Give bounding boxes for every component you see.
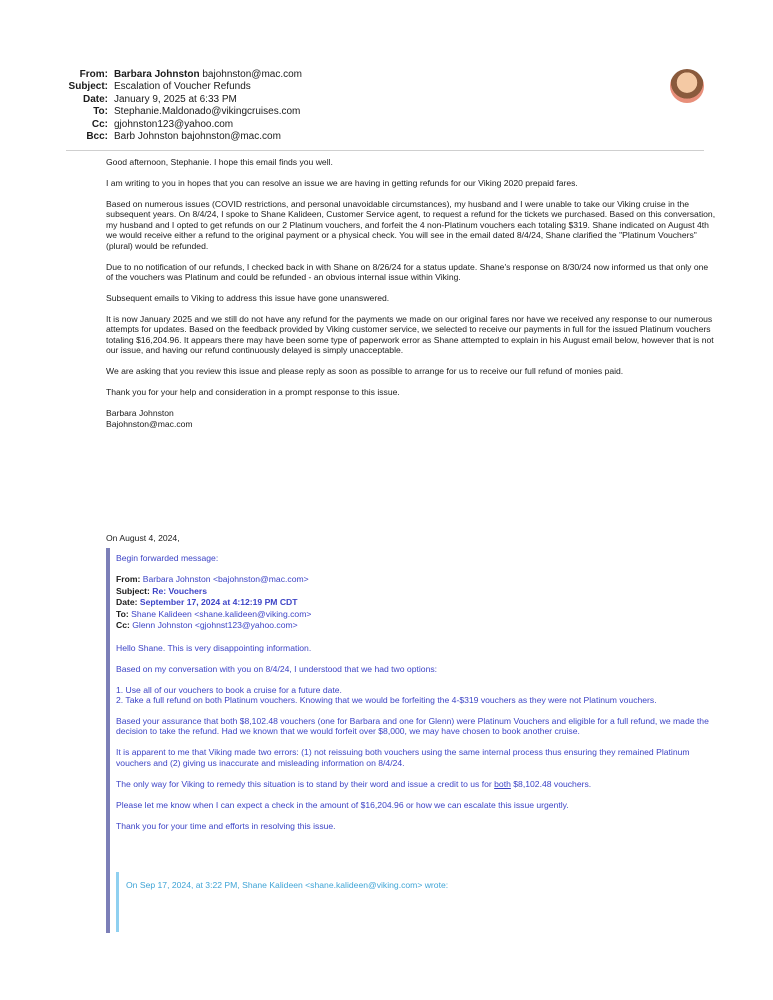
fwd-from-label: From: xyxy=(116,574,141,584)
from-row xyxy=(40,69,302,81)
fwd-option-2: 2. Take a full refund on both Platinum vouchers. Knowing that we would be forfeiting the 4-$319 vouchers as they were not Platinum vouchers. xyxy=(116,694,657,705)
from-name[interactable]: Barbara Johnston xyxy=(114,69,200,80)
body-paragraph: Due to no notification of our refunds, I checked back in with Shane on 8/26/24 for a status update. Shane's response on 8/30/24 now informed us that only one of the vouchers was Platinum and could be refunded - an obvious internal issue within Viking. xyxy=(106,261,709,283)
forwarded-message xyxy=(116,553,716,842)
bcc-label: Bcc: xyxy=(86,131,108,143)
signature-email[interactable]: Bajohnston@mac.com xyxy=(106,418,193,429)
bcc-value[interactable]: Barb Johnston bajohnston@mac.com xyxy=(114,131,281,143)
body-paragraph: Good afternoon, Stephanie. I hope this email finds you well. xyxy=(106,157,333,167)
body-paragraph: We are asking that you review this issue and please reply as soon as possible to arrange for us to receive our full refund of monies paid. xyxy=(106,366,624,377)
fwd-remedy-underlined: both xyxy=(494,778,511,789)
fwd-cc-label: Cc: xyxy=(116,620,130,631)
from-email[interactable]: bajohnston@mac.com xyxy=(202,69,303,80)
subject-row xyxy=(40,81,302,93)
from-label: From: xyxy=(79,69,108,80)
to-label: To: xyxy=(93,106,108,118)
inner-quote-bar xyxy=(116,872,119,932)
body-paragraph: I am writing to you in hopes that you can resolve an issue we are having in getting refunds for our Viking 2020 prepaid fares. xyxy=(106,178,578,188)
fwd-cc[interactable]: Glenn Johnston <gjohnst123@yahoo.com> xyxy=(132,620,298,631)
reply-attribution: On Sep 17, 2024, at 3:22 PM, Shane Kalideen <shane.kalideen@viking.com> wrote: xyxy=(126,880,449,890)
fwd-date: September 17, 2024 at 4:12:19 PM CDT xyxy=(139,597,298,608)
date-label: Date: xyxy=(82,93,108,105)
fwd-options xyxy=(116,685,716,706)
body-paragraph: Subsequent emails to Viking to address this issue have gone unanswered. xyxy=(106,293,390,304)
body-paragraph: Thank you for your help and consideration in a prompt response to this issue. xyxy=(106,387,400,398)
subject-label: Subject: xyxy=(68,81,108,93)
date-value: January 9, 2025 at 6:33 PM xyxy=(114,93,237,105)
fwd-to[interactable]: Shane Kalideen <shane.kalideen@viking.com> xyxy=(131,608,312,619)
fwd-subject: Re: Vouchers xyxy=(152,585,208,596)
cc-value[interactable]: gjohnston123@yahoo.com xyxy=(114,118,234,130)
subject-value: Escalation of Voucher Refunds xyxy=(114,81,251,93)
sender-avatar xyxy=(670,69,704,103)
fwd-to-label: To: xyxy=(116,608,129,619)
email-body xyxy=(106,157,716,429)
to-row xyxy=(40,106,302,118)
fwd-paragraph: Please let me know when I can expect a check in the amount of $16,204.96 or how we can escalate this issue urgently. xyxy=(116,799,569,810)
forward-begin: Begin forwarded message: xyxy=(116,553,219,563)
forward-intro: On August 4, 2024, xyxy=(106,533,180,543)
fwd-remedy-pre: The only way for Viking to remedy this situation is to stand by their word and issue a credit to us for xyxy=(116,778,495,789)
date-row xyxy=(40,94,302,106)
body-paragraph: Based on numerous issues (COVID restrictions, and personal unavoidable circumstances), my husband and I were unable to take our Viking cruise in the subsequent years. On 8/4/24, I spoke to Shane Kalideen, Customer Service agent, to request a refund for the tickets we purchased. Based on this conversation, my husband and I opted to get refunds on our 2 Platinum vouchers, and forfeit the 4 non-Platinum vouchers each totaling $319. Shane indicated on August 4th we would receive either a refund to the original payment or a physical check. You will see in the email dated 8/4/24, Shane clarified the "Platinum Vouchers" (plural) would be refunded. xyxy=(106,199,716,251)
fwd-from[interactable]: Barbara Johnston <bajohnston@mac.com> xyxy=(142,574,309,584)
to-value[interactable]: Stephanie.Maldonado@vikingcruises.com xyxy=(114,106,301,118)
forward-header xyxy=(116,574,716,632)
header-divider xyxy=(66,150,704,151)
fwd-paragraph: It is apparent to me that Viking made two errors: (1) not reissuing both vouchers using the same internal process thus ensuring they remained Platinum vouchers and (2) giving us inaccurate and misleading information on 8/4/24. xyxy=(116,747,690,768)
quote-bar xyxy=(106,548,110,933)
cc-label: Cc: xyxy=(91,118,108,130)
signature-name: Barbara Johnston xyxy=(106,408,174,419)
fwd-date-label: Date: xyxy=(116,597,138,608)
fwd-remedy-post: $8,102.48 vouchers. xyxy=(510,778,592,789)
fwd-paragraph: Based your assurance that both $8,102.48 vouchers (one for Barbara and one for Glenn) were Platinum Vouchers and eligible for a full refund, we made the decision to take the refund. Had we known that we would forfeit over $8,000, we may have chosen to book another cruise. xyxy=(116,715,709,737)
fwd-paragraph: Hello Shane. This is very disappointing information. xyxy=(116,642,312,653)
email-header xyxy=(40,69,302,143)
fwd-paragraph: Based on my conversation with you on 8/4/24, I understood that we had two options: xyxy=(116,663,438,674)
bcc-row xyxy=(40,131,302,143)
fwd-paragraph: Thank you for your time and efforts in resolving this issue. xyxy=(116,820,336,831)
fwd-option-1: 1. Use all of our vouchers to book a cruise for a future date. xyxy=(116,684,342,695)
fwd-subject-label: Subject: xyxy=(116,585,150,596)
fwd-paragraph xyxy=(116,779,716,789)
cc-row xyxy=(40,119,302,131)
body-paragraph: It is now January 2025 and we still do not have any refund for the payments we made on our original fares nor have we received any response to our numerous attempts for updates. Based on the feedback provided by Viking customer service, we selected to receive our payments in full for the issued Platinum vouchers totaling $16,204.96. It appears there may have been some type of paperwork error as Shane attempted to explain in his August email below, however that is not our issue, and having our refund continuously delayed is simply unacceptable. xyxy=(106,314,714,356)
